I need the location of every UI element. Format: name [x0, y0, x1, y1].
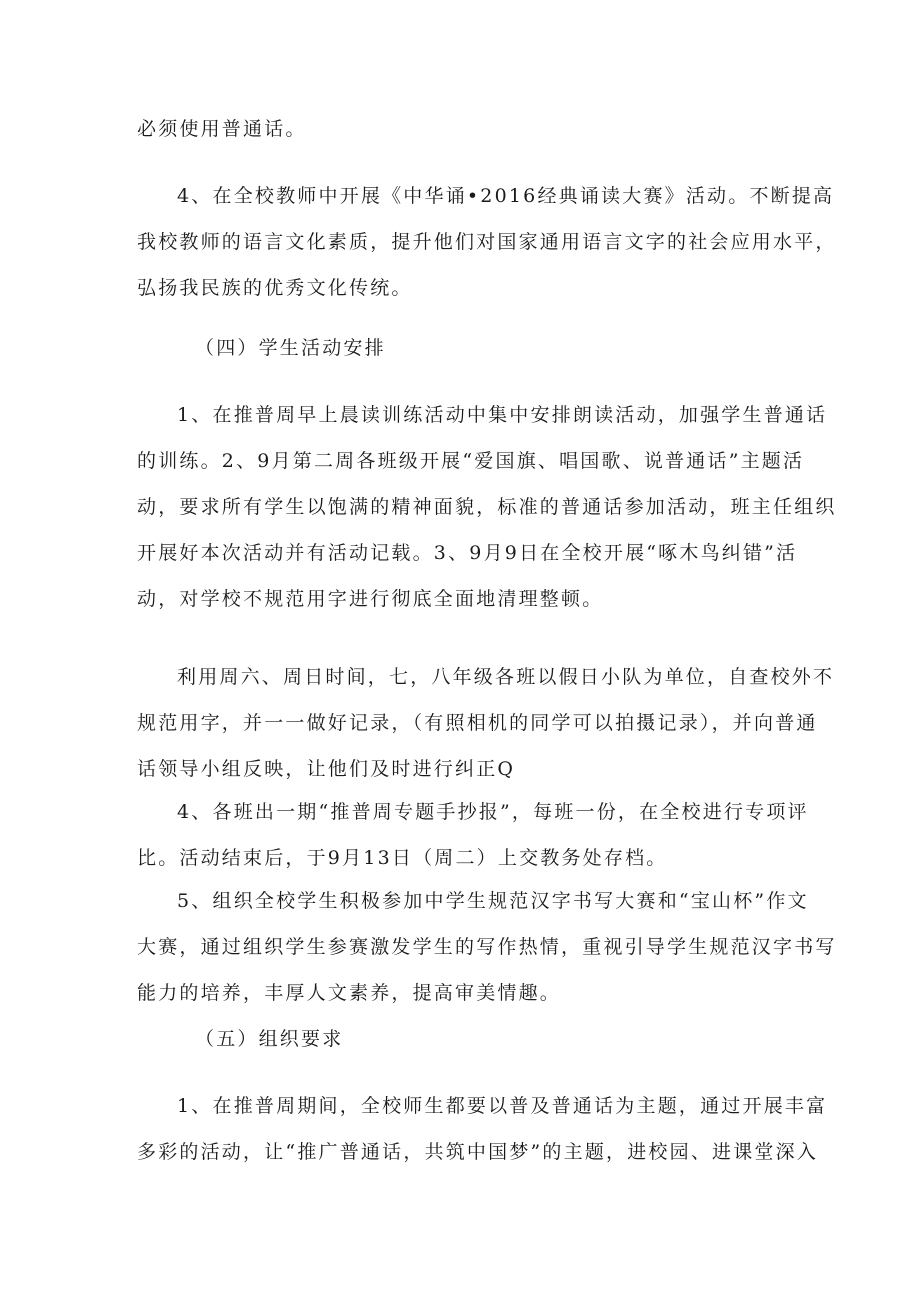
section-heading-organization-requirements: （五）组织要求	[195, 1028, 344, 1050]
text-line: 规范用字，并一一做好记录，（有照相机的同学可以拍摄记录），并向普通	[137, 712, 818, 734]
text-line: 开展好本次活动并有活动记载。3、9月9日在全校开展“啄木鸟纠错”活	[137, 542, 798, 564]
text-line: 1、在推普周早上晨读训练活动中集中安排朗读活动，加强学生普通话	[177, 404, 828, 426]
text-line: 弘扬我民族的优秀文化传统。	[137, 277, 413, 299]
paragraph-weekend-check	[137, 654, 835, 792]
text-line: 我校教师的语言文化素质，提升他们对国家通用语言文字的社会应用水平，	[137, 231, 837, 253]
text-line: 动，对学校不规范用字进行彻底全面地清理整顿。	[137, 588, 604, 610]
text-line: 大赛，通过组织学生参赛激发学生的写作热情，重视引导学生规范汉字书写	[137, 936, 837, 958]
text-line: 动，要求所有学生以饱满的精神面貌，标准的普通话参加活动，班主任组织	[137, 496, 837, 518]
paragraph-writing-contest	[137, 878, 837, 1016]
text-line: 利用周六、周日时间，七，八年级各班以假日小队为单位，自查校外不	[177, 666, 835, 688]
paragraph-teacher-reading-contest	[137, 173, 837, 311]
paragraph-handwritten-newspaper	[137, 789, 809, 881]
text-line: 1、在推普周期间，全校师生都要以普及普通话为主题，通过开展丰富	[177, 1095, 828, 1117]
text-line: 多彩的活动，让“推广普通话，共筑中国梦”的主题，进校园、进课堂深入	[137, 1141, 819, 1163]
paragraph-continuation	[137, 106, 789, 152]
text-line: 必须使用普通话。	[137, 118, 307, 140]
text-line: 4、各班出一期“推普周专题手抄报”，每班一份，在全校进行专项评	[177, 801, 809, 823]
paragraph-student-activities	[137, 392, 837, 622]
text-line: 的训练。2、9月第二周各班级开展“爱国旗、唱国歌、说普通话”主题活	[137, 450, 805, 472]
paragraph-organization-requirements	[137, 1083, 828, 1175]
text-line: 4、在全校教师中开展《中华诵•2016经典诵读大赛》活动。不断提高	[177, 185, 835, 207]
text-line: 比。活动结束后，于9月13日（周二）上交教务处存档。	[137, 847, 668, 869]
text-line: 5、组织全校学生积极参加中学生规范汉字书写大赛和“宝山杯”作文	[177, 890, 809, 912]
section-heading-student-activities: （四）学生活动安排	[195, 337, 386, 359]
text-line: 能力的培养，丰厚人文素养，提高审美情趣。	[137, 982, 562, 1004]
text-line: 话领导小组反映，让他们及时进行纠正Q	[137, 758, 516, 780]
